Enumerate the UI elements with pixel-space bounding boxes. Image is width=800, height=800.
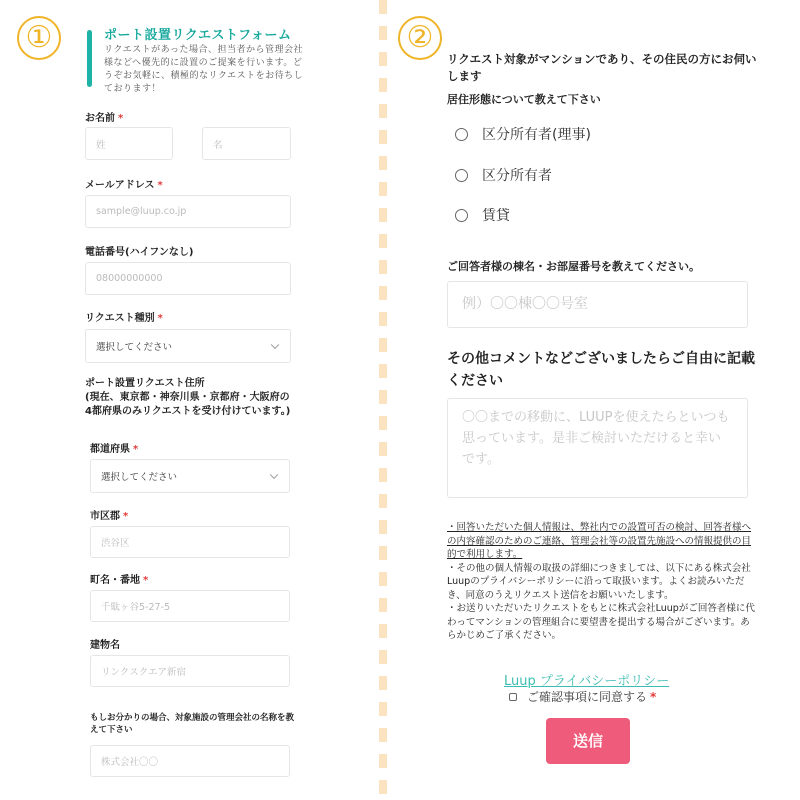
agree-checkbox[interactable] — [509, 693, 517, 701]
room-input[interactable]: 例）〇〇棟〇〇号室 — [447, 281, 748, 328]
chevron-down-icon — [270, 471, 278, 479]
required-mark: * — [123, 511, 129, 522]
company-note: もしお分かりの場合、対象施設の管理会社の名称を教えて下さい — [90, 713, 295, 735]
privacy-notice — [447, 521, 757, 643]
email-input[interactable]: sample@luup.co.jp — [85, 195, 291, 228]
form-description: リクエストがあった場合、担当者から管理会社様などへ優先的に設置のご提案を行います。どうぞお気軽に、積極的なリクエストをお待ちしております！ — [104, 45, 304, 94]
room-label: ご回答者様の棟名・お部屋番号を教えてください。 — [447, 260, 700, 273]
privacy-policy-link[interactable]: Luup プライバシーポリシー — [504, 674, 670, 689]
company-input[interactable]: 株式会社〇〇 — [90, 745, 290, 777]
prefecture-value: 選択してください — [101, 472, 178, 483]
request-type-label-text: リクエスト種別 — [85, 313, 155, 324]
email-label-text: メールアドレス — [85, 180, 155, 191]
first-name-input[interactable]: 名 — [202, 127, 291, 160]
prefecture-select[interactable] — [90, 459, 290, 493]
name-label-text: お名前 — [85, 113, 115, 124]
radio-label: 区分所有者(理事) — [482, 127, 591, 143]
agree-label: ご確認事項に同意する — [527, 690, 648, 704]
radio-label: 賃貸 — [482, 208, 510, 224]
town-input[interactable]: 千駄ヶ谷5-27-5 — [90, 590, 290, 622]
request-type-select[interactable] — [85, 329, 291, 363]
comment-textarea[interactable]: 〇〇までの移動に、LUUPを使えたらといつも思っています。是非ご検討いただけると幸いです。 — [447, 398, 748, 498]
privacy-paragraph-1: ・回答いただいた個人情報は、弊社内での設置可否の検討、回答者様への内容確認のためのご連絡、管理会社等の設置先施設への情報提供の目的で利用します。 — [447, 522, 752, 560]
required-mark: * — [133, 444, 139, 455]
radio-circle-icon[interactable] — [455, 169, 468, 182]
radio-label: 区分所有者 — [482, 168, 552, 184]
radio-option-owner[interactable] — [455, 165, 552, 185]
email-label — [85, 176, 163, 191]
city-label — [90, 507, 128, 522]
last-name-input[interactable]: 姓 — [85, 127, 173, 160]
submit-button[interactable]: 送信 — [546, 718, 630, 764]
privacy-paragraph-2: ・その他の個人情報の取扱の詳細につきましては、以下にある株式会社Luupのプライバシーポリシーに沿って取扱います。よくお読みいただき、同意のうえリクエスト送信をお願いいたします。 — [447, 562, 751, 601]
required-mark: * — [157, 180, 163, 191]
request-type-label — [85, 309, 163, 324]
town-label — [90, 571, 148, 586]
town-label-text: 町名・番地 — [90, 575, 140, 586]
prefecture-label — [90, 440, 138, 455]
residence-type-label: 居住形態について教えて下さい — [447, 93, 601, 106]
title-accent-bar — [87, 30, 92, 87]
form-title: ポート設置リクエストフォーム — [104, 28, 292, 43]
privacy-paragraph-3: ・お送りいただいたリクエストをもとに株式会社Luupがご回答者様に代わってマンションの管理組合に要望書を提出する場合がございます。あらかじめご了承ください。 — [447, 603, 755, 641]
step-one-marker: ① — [17, 16, 61, 60]
comment-label: その他コメントなどございましたらご自由に記載ください — [447, 351, 755, 389]
phone-label: 電話番号(ハイフンなし) — [85, 247, 194, 258]
residence-section-title: リクエスト対象がマンションであり、その住民の方にお伺いします — [447, 52, 757, 83]
building-input[interactable]: リンクスクエア新宿 — [90, 655, 290, 687]
radio-circle-icon[interactable] — [455, 128, 468, 141]
radio-circle-icon[interactable] — [455, 209, 468, 222]
address-note: ポート設置リクエスト住所 (現在、東京都・神奈川県・京都府・大阪府の4都府県のみリクエストを受け付けています。) — [85, 378, 291, 417]
city-label-text: 市区郡 — [90, 511, 120, 522]
required-mark: * — [157, 313, 163, 324]
prefecture-label-text: 都道府県 — [90, 444, 130, 455]
step-two-marker: ② — [398, 16, 442, 60]
name-label — [85, 109, 123, 124]
radio-option-owner-director[interactable] — [455, 124, 591, 144]
required-mark: * — [143, 575, 149, 586]
city-input[interactable]: 渋谷区 — [90, 526, 290, 558]
chevron-down-icon — [271, 341, 279, 349]
required-mark: * — [118, 113, 124, 124]
request-type-value: 選択してください — [96, 342, 173, 353]
radio-option-rental[interactable] — [455, 205, 510, 225]
building-label: 建物名 — [90, 640, 120, 651]
phone-input[interactable]: 08000000000 — [85, 262, 291, 295]
agree-checkbox-row[interactable] — [509, 688, 656, 705]
panel-divider — [379, 0, 387, 800]
required-mark: * — [650, 689, 657, 704]
